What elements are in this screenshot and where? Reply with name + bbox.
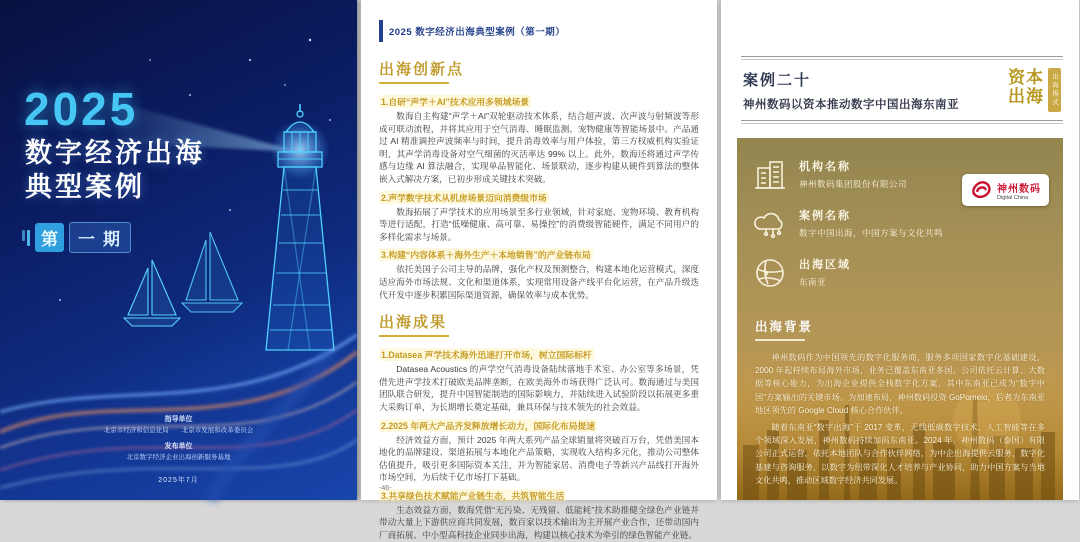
case-title: 神州数码以资本推动数字中国出海东南亚: [743, 98, 959, 111]
info-label-org: 机构名称: [799, 161, 851, 173]
running-header: [379, 20, 699, 42]
cover-date: 2025年7月: [158, 477, 199, 484]
innovation-body-2: 数海拓展了声学技术的应用场景至多行业领域，针对家庭、宠物环境、教育机构等进行适配，打造“低噪健康、高可靠、易操控”的消费级智能硬件，满足不同用户的多样化需求与场景。: [379, 206, 699, 242]
results-body-2: 经济效益方面，预计 2025 年两大系列产品全球销量将突破百万台，凭借美国本地化的品牌建设、渠道拓展与本地化产品策略，实现收入结构多元化，推动公司整体估值提升，吸引更多国际资本关注，并为智能家居、消费电子等新兴产品线打开海外市场空间，为后续千亿市场打下基础。: [379, 434, 699, 483]
info-item-region: [753, 256, 1063, 290]
mode-tag-line2: 出海: [1008, 87, 1044, 106]
cover-title-line2: 典型案例: [25, 172, 145, 202]
sailboat-icons: [124, 232, 242, 326]
innovation-subtitle-2: 2.声学数字技术从机房场景迈向消费级市场: [381, 192, 547, 203]
logo-name: 神州数码: [997, 183, 1041, 195]
background-heading: 出海背景: [755, 320, 814, 334]
cover-year: 2025: [24, 83, 139, 135]
case-info-panel: [737, 138, 1063, 500]
mode-ribbon: 出海模式: [1048, 68, 1061, 112]
info-label-case: 案例名称: [799, 210, 851, 222]
issue-badge-tail: 一期: [69, 222, 131, 253]
mode-tag: [1008, 68, 1061, 112]
info-value-region: 东南亚: [799, 277, 827, 287]
background-paragraph-2: 随着东南亚“数字出海”于 2017 变革，无线低碳数字技术、人工智能等在多个领域深入发展，神州数码持续加码东南亚。2024 年，神州数码（泰国）有限公司正式运营，依托本地团队与合作伙伴网络，为中企出海提供云服务、数字化基建与咨询服务，以数字为纽带深化人才培养与产业协同，助力中国方案与当地文化共鸣，推动区域数字经济共同发展。: [755, 423, 1045, 485]
building-icon: [753, 158, 787, 192]
innovation-body-3: 依托美国子公司主导的品牌，强化产权及预测整合，构建本地化运营模式，深度适应海外市场法规、文化和渠道体系，实现常用设备产线平台化运营，在产品升级迭代开发中逐步积累国际渠道资源，确保效率与成本优势。: [379, 264, 699, 300]
company-logo: [962, 174, 1049, 206]
background-section: [737, 305, 1063, 487]
publish-unit: 北京数字经济企业出海创新服务基地: [126, 454, 231, 461]
section-heading-results: 出海成果: [379, 314, 448, 332]
logo-subname: Digital China: [997, 194, 1029, 201]
issue-badge: [22, 222, 131, 253]
background-heading-rule: [755, 339, 805, 341]
results-subtitle-3: 3.共享绿色技术赋能产业链生态，共筑智能生活: [381, 490, 565, 501]
innovation-body-1: 数海自主构建“声学＋AI”双轮驱动技术体系，结合超声波、次声波与射频波等形成可联动流程，并将其应用于空气消毒、睡眠监测、宠物健康等智能场景中。产品通过 AI 精准调控声波频率与时间，提升消毒效率与用户体验，第三方权威机构实验证明，其声学消毒设备对空气细菌的灭活率达 99% 以上。此外，数海还将通过声学传感与边缘 AI 算法融合，实现单品智能化、场景联动，逐步构建从硬件到算法的整体嵌入式解决方案，已初步形成关键技术突破。: [379, 111, 699, 184]
case-header: [721, 0, 1079, 124]
innovation-subtitle-1: 1.自研“声学＋AI”技术应用多领域场景: [381, 97, 530, 107]
heading-rule: [379, 335, 449, 337]
cover-title: [25, 136, 205, 204]
double-rule-bottom: [741, 120, 1063, 124]
content-page-left: [361, 0, 717, 541]
info-value-org: 神州数码集团股份有限公司: [799, 179, 908, 189]
cover-footer: [0, 409, 357, 486]
section-heading-innovation: 出海创新点: [379, 61, 465, 78]
innovation-subtitle-3: 3.构建“内容体系＋海外生产＋本地销售”的产业链布局: [381, 250, 591, 261]
mode-tag-line1: 资本: [1008, 68, 1044, 87]
info-item-case: [753, 207, 1063, 241]
info-list: [737, 138, 1063, 290]
running-header-text: 2025 数字经济出海典型案例（第一期）: [389, 27, 566, 38]
digital-china-swirl-icon: [970, 179, 992, 201]
guide-label: 指导单位: [164, 416, 193, 423]
background-paragraph-1: 神州数码作为中国领先的数字化服务商，服务多项国家数字化基础建设，2000 年起持续布局海外市场，业务已覆盖东南亚多国。公司依托云计算、大数据等核心能力，为出海企业提供全栈数字化方案，其中东南亚已成为“数字中国”方案输出的关键市场。为加速布局，神州数码投资 GoPomelo，后者为东南亚地区领先的 Google Cloud 核心合作伙伴。: [755, 353, 1045, 415]
cover-title-line1: 数字经济出海: [25, 138, 205, 168]
cover-page: [0, 0, 357, 500]
issue-badge-head: 第: [35, 223, 64, 252]
results-subtitle-2: 2.2025 年两大产品齐发释放增长动力，国际化布局提速: [381, 420, 596, 431]
content-page-right: [721, 0, 1079, 500]
info-value-case: 数字中国出海，中国方案与文化共鸣: [799, 228, 944, 238]
page-number: -46-: [379, 485, 392, 492]
publish-label: 发布单位: [164, 443, 193, 450]
results-body-3: 生态效益方面，数海凭借“无污染、无残留、低能耗”技术助推健全绿色产业链并带动大量上下游供应商共同发展，数百家以技术输出为主开展产业合作，还带动国内厂商拓展、中小型高科技企业同步出海，构建以核心技术为牵引的绿色智能产业链。: [379, 504, 699, 541]
results-subtitle-1: 1.Datasea 声学技术海外迅速打开市场，树立国际标杆: [381, 350, 592, 361]
globe-icon: [753, 256, 787, 290]
info-label-region: 出海区域: [799, 259, 851, 271]
case-number: 案例二十: [743, 71, 812, 89]
heading-rule: [379, 82, 449, 84]
cloud-icon: [753, 207, 787, 241]
guide-units: 北京市经济和信息化局 北京市发展和改革委员会: [103, 427, 254, 434]
header-bar-icon: [379, 20, 383, 42]
results-body-1: Datasea Acoustics 的声学空气消毒设备陆续落地手术室、办公室等多场景，凭借先进声学技术打破欧美品牌垄断，在欧美海外市场获得广泛认可。数海通过与美国团队联合研发，提升中国智能制造的国际影响力，并陆续进入试验阶段以拓展更多重大采购订单，为长期增长奠定基础，兼具环保与技术领先的社会效益。: [379, 364, 699, 412]
badge-bars-icon: [22, 230, 30, 246]
